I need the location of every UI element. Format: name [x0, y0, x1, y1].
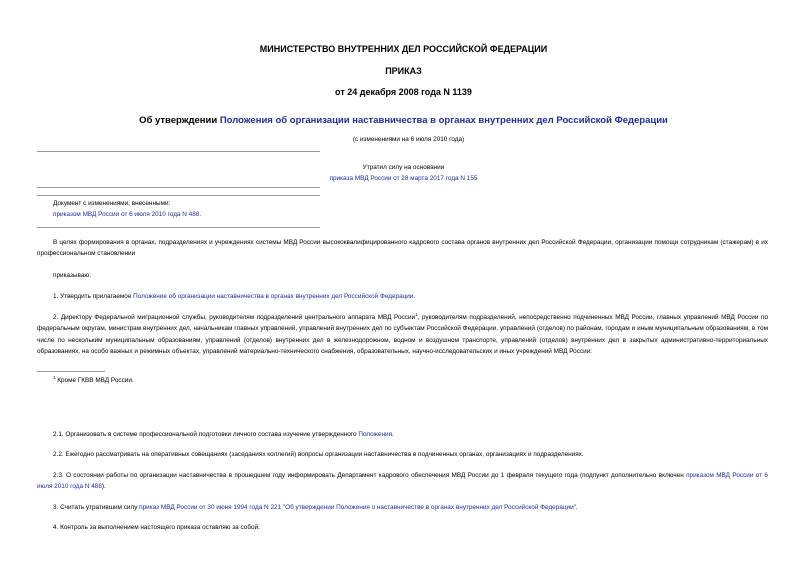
footnote-text: Кроме ГКВВ МВД России. — [55, 377, 134, 384]
paragraph-2-1-suffix: . — [392, 431, 394, 438]
repealed-order-link[interactable]: приказ МВД России от 30 июня 1994 года N 221 "Об утверждении Положения о наставничестве в органах внутренних дел Российской Федерации" — [139, 504, 576, 511]
order-word: приказываю: — [53, 272, 91, 279]
paragraph-2-2: 2.2. Ежегодно рассматривать на оперативных совещаниях (заседаниях коллегий) вопросы организации наставничества в подчиненных органах, организациях и подразделениях. — [53, 451, 584, 458]
doc-type-heading: ПРИКАЗ — [385, 66, 422, 76]
paragraph-1-prefix: 1. Утвердить прилагаемое — [53, 293, 134, 300]
paragraph-2-1 — [53, 429, 394, 440]
paragraph-1-suffix: . — [413, 293, 416, 300]
amending-order-488-link[interactable]: приказом МВД России от 6 июля 2010 года N 488 — [37, 472, 768, 491]
title-prefix: Об утверждении — [139, 115, 220, 126]
footnote-ref[interactable]: 1 — [415, 311, 418, 317]
footnote-marker: 1 — [53, 374, 56, 380]
divider — [37, 151, 320, 152]
paragraph-3-prefix: 3. Считать утратившим силу — [53, 504, 140, 511]
order-date-number: от 24 декабря 2008 года N 1139 — [335, 87, 472, 97]
ministry-heading: МИНИСТЕРСТВО ВНУТРЕННИХ ДЕЛ РОССИЙСКОЙ ФЕДЕРАЦИИ — [259, 44, 548, 54]
invalid-note: Утратил силу на основании — [362, 164, 445, 171]
preamble-paragraph: В целях формирования в органах, подразделениях и учреждениях системы МВД России высококвалифицированного кадрового состава органов внутренних дел Российской Федерации, организации помощи сотрудникам (стажерам) в их профессиональном становлении — [37, 239, 768, 258]
changes-note: (с изменениями на 6 июля 2010 года) — [352, 136, 465, 143]
footnote — [53, 375, 134, 386]
divider — [37, 187, 320, 188]
paragraph-2-part1: 2. Директору Федеральной миграционной службы, руководителям подразделений центрального аппарата МВД России — [53, 314, 416, 321]
amended-label: Документ с изменениями, внесенными: — [53, 200, 171, 207]
paragraph-2-3-text: 2.3. О состоянии работы по организации наставничества в прошедшем году информировать Департамент кадрового обеспечения МВД России до 1 февраля текущего года (подпункт дополнительно включен — [53, 472, 687, 479]
paragraph-2-3-suffix: ). — [101, 483, 106, 491]
paragraph-3-suffix: . — [575, 504, 578, 511]
divider — [37, 227, 320, 228]
paragraph-2-part2: , руководителям подразделений, непосредственно подчиненных МВД России, главных управлений МВД России по федеральным округам, министрам внутренних дел, начальникам главных управлений, управлений внутренних дел по субъектам Российской Федерации, управлений (отделов) по районам, городам и иным муниципальным образованиям, в том числе по нескольким муниципальным образованиям, управлений (отделов) внутренних дел в железнодорожном, водном и воздушном транспорте, управлений (отделов) внутренних дел в закрытых административно-территориальных образованиях, на особо важных и режимных объектах, управлений материально-технического снабжения, образовательных, научно-исследовательских и иных учреждений МВД России: — [37, 314, 768, 355]
document-title — [0, 115, 807, 126]
footnote-divider — [37, 371, 105, 372]
paragraph-2 — [37, 312, 768, 357]
paragraph-3 — [53, 502, 578, 513]
regulation-link[interactable]: Положение об организации наставничества в органах внутренних дел Российской Федерации — [133, 293, 414, 300]
paragraph-2-3 — [37, 470, 768, 493]
regulation-short-link[interactable]: Положения — [358, 431, 393, 438]
title-regulation-link[interactable]: Положения об организации наставничества в органах внутренних дел Российской Федерации — [219, 115, 668, 126]
divider — [37, 195, 320, 196]
invalidating-order-link[interactable]: приказа МВД России от 28 марта 2017 года N 155 — [329, 175, 478, 182]
paragraph-4: 4. Контроль за выполнением настоящего приказа оставляю за собой. — [53, 524, 260, 531]
amended-line — [53, 209, 201, 220]
amending-order-link[interactable]: приказом МВД России от 6 июля 2010 года N 488. — [53, 211, 202, 218]
invalid-note-line — [0, 173, 807, 184]
paragraph-2-1-prefix: 2.1. Организовать в системе профессиональной подготовки личного состава изучение утвержденного — [53, 431, 359, 438]
paragraph-1 — [53, 291, 415, 302]
